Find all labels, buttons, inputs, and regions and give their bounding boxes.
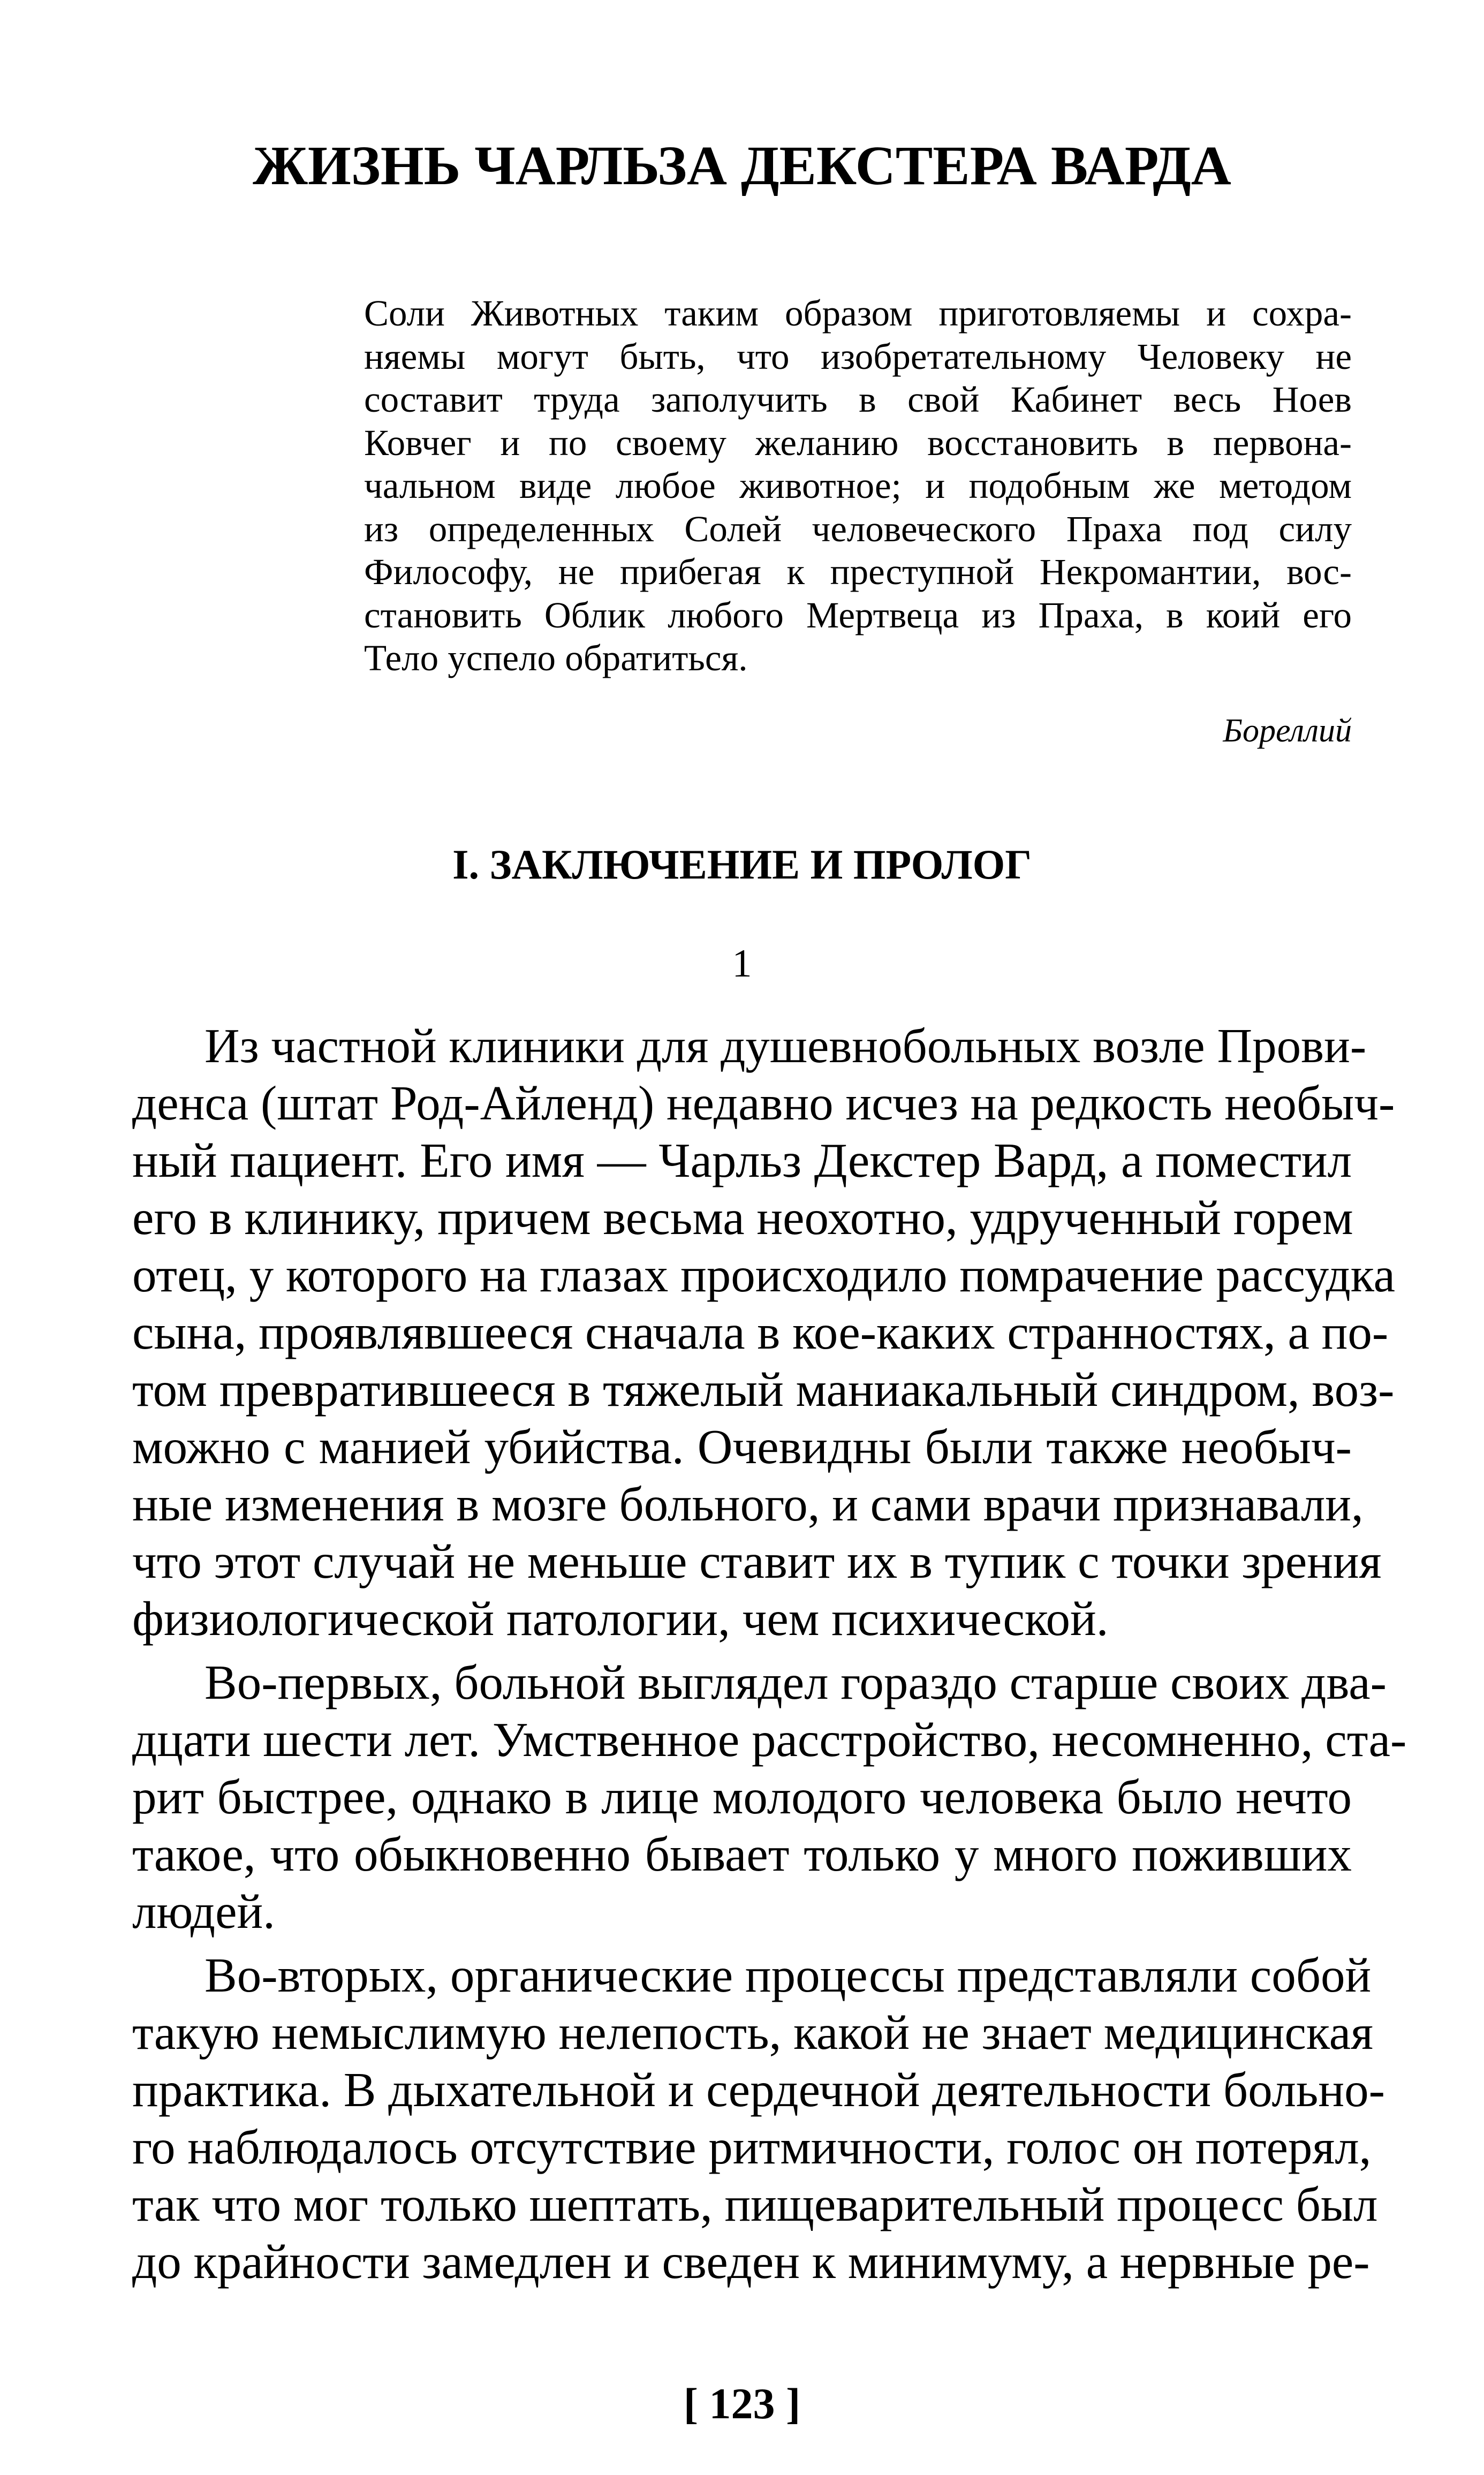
book-title: ЖИЗНЬ ЧАРЛЬЗА ДЕКСТЕРА ВАРДА (253, 135, 1231, 196)
paragraph-line: денса (штат Род-Айленд) недавно исчез на редкость необыч- (132, 1076, 1395, 1130)
paragraph-line: сына, проявлявшееся сначала в кое-каких странностях, а по- (132, 1305, 1389, 1359)
paragraph-line: том превратившееся в тяжелый маниакальный синдром, воз- (132, 1363, 1395, 1417)
paragraph-line: можно с манией убийства. Очевидны были также необыч- (132, 1420, 1352, 1474)
epigraph-line: из определенных Солей человеческого Праха под силу (364, 508, 1352, 549)
epigraph-line: Тело успело обратиться. (364, 638, 748, 678)
epigraph-author: Бореллий (1223, 713, 1352, 749)
paragraph-line: до крайности замедлен и сведен к минимуму, а нервные ре- (132, 2235, 1370, 2289)
epigraph-line: становить Облик любого Мертвеца из Праха, в коий его (364, 594, 1352, 635)
paragraph-line: так что мог только шептать, пищеварительный процесс был (132, 2177, 1378, 2231)
paragraph-line: практика. В дыхательной и сердечной деятельности больно- (132, 2063, 1385, 2117)
epigraph-line: Соли Животных таким образом приготовляемы и сохра- (364, 293, 1352, 334)
paragraph-line: его в клинику, причем весьма неохотно, удрученный горем (132, 1191, 1353, 1245)
paragraph-line: такую немыслимую нелепость, какой не знает медицинская (132, 2005, 1373, 2060)
epigraph-line: чальном виде любое животное; и подобным же методом (364, 465, 1352, 506)
paragraph-line: Во-первых, больной выглядел гораздо старше своих два- (205, 1655, 1387, 1709)
paragraph-line: физиологической патологии, чем психической. (132, 1592, 1109, 1646)
paragraph-line: ный пациент. Его имя — Чарльз Декстер Вард, а поместил (132, 1133, 1352, 1187)
epigraph-line: няемы могут быть, что изобретательному Человеку не (364, 336, 1352, 377)
paragraph-line: Из частной клиники для душевнобольных возле Прови- (205, 1019, 1367, 1073)
body-text (132, 1017, 1407, 2290)
epigraph (364, 292, 1352, 680)
paragraph-line: отец, у которого на глазах происходило помрачение рассудка (132, 1248, 1396, 1302)
page-number: [ 123 ] (683, 2379, 801, 2428)
paragraph-line: Во-вторых, органические процессы представляли собой (205, 1948, 1372, 2002)
section-number: 1 (732, 942, 752, 986)
paragraph-line: что этот случай не меньше ставит их в тупик с точки зрения (132, 1534, 1382, 1588)
epigraph-line: Ковчег и по своему желанию восстановить в первона- (364, 422, 1352, 463)
paragraph-line: го наблюдалось отсутствие ритмичности, голос он потерял, (132, 2120, 1372, 2174)
paragraph-line: дцати шести лет. Умственное расстройство, несомненно, ста- (132, 1713, 1407, 1767)
paragraph-line: такое, что обыкновенно бывает только у много поживших (132, 1827, 1352, 1881)
paragraph-line: рит быстрее, однако в лице молодого человека было нечто (132, 1770, 1352, 1824)
epigraph-line: Философу, не прибегая к преступной Некромантии, вос- (364, 551, 1352, 592)
chapter-heading: I. ЗАКЛЮЧЕНИЕ И ПРОЛОГ (452, 841, 1032, 888)
paragraph-line: людей. (132, 1884, 275, 1939)
paragraph-line: ные изменения в мозге больного, и сами врачи признавали, (132, 1477, 1364, 1531)
epigraph-line: составит труда заполучить в свой Кабинет весь Ноев (364, 379, 1352, 420)
